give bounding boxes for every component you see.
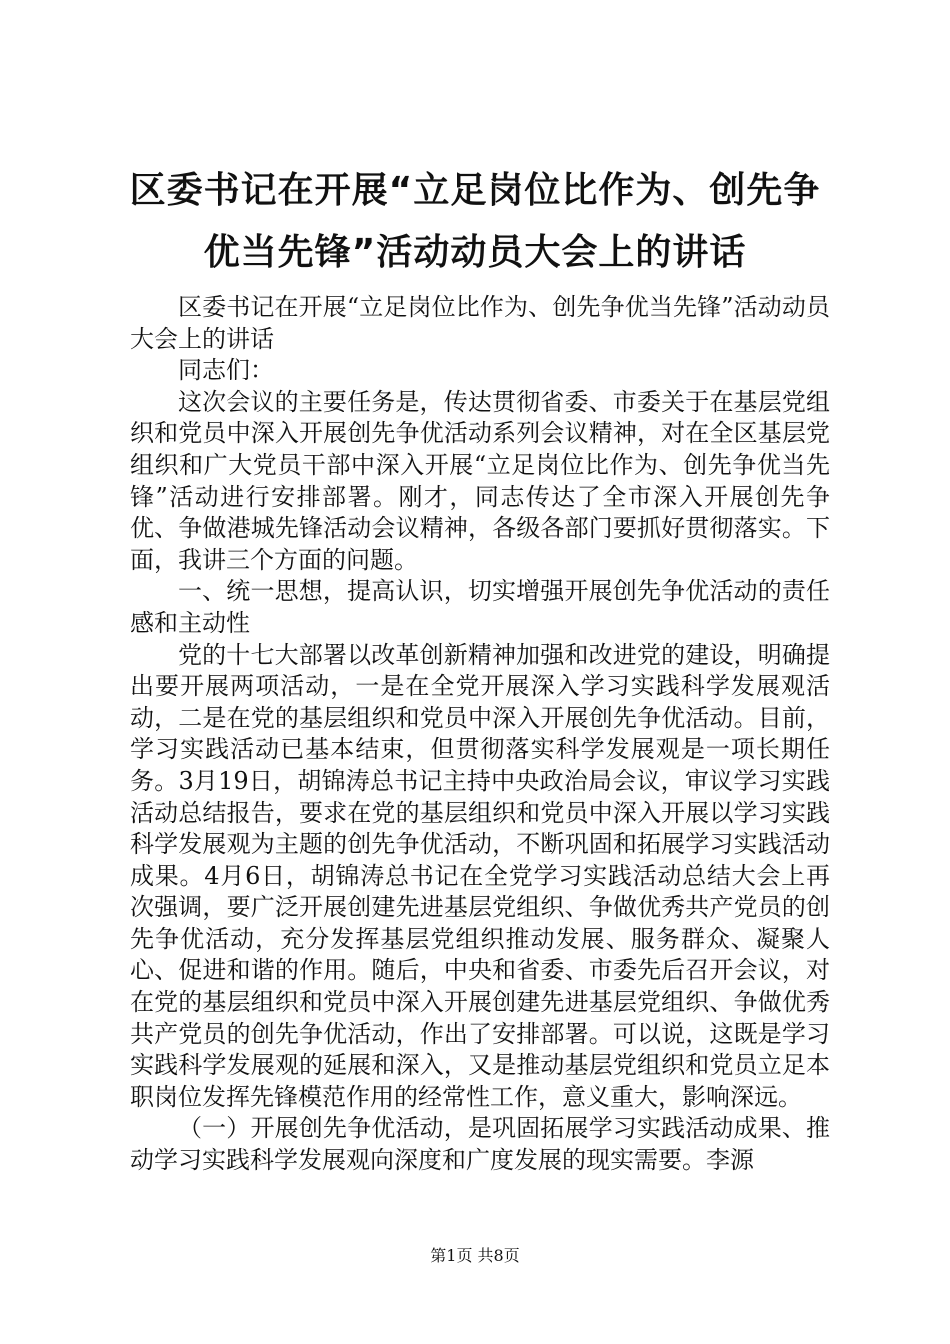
document-title: 区委书记在开展“立足岗位比作为、创先争优当先锋”活动动员大会上的讲话 [129,170,821,273]
body-paragraph: 党的十七大部署以改革创新精神加强和改进党的建设，明确提出要开展两项活动，一是在全党开展深入学习实践科学发展观活动，二是在党的基层组织和党员中深入开展创先争优活动。目前，学习实践活动已基本结束，但贯彻落实科学发展观是一项长期任务。3月19日，胡锦涛总书记主持中央政治局会议，审议学习实践活动总结报告，要求在党的基层组织和党员中深入开展以学习实践科学发展观为主题的创先争优活动，不断巩固和拓展学习实践活动成果。4月6日，胡锦涛总书记在全党学习实践活动总结大会上再次强调，要广泛开展创建先进基层党组织、争做优秀共产党员的创先争优活动，充分发挥基层党组织推动发展、服务群众、凝聚人心、促进和谐的作用。随后，中央和省委、市委先后召开会议，对在党的基层组织和党员中深入开展创建先进基层党组织、争做优秀共产党员的创先争优活动，作出了安排部署。可以说，这既是学习实践科学发展观的延展和深入，又是推动基层党组织和党员立足本职岗位发挥先锋模范作用的经常性工作，意义重大，影响深远。 [130,640,830,1111]
body-paragraph: 这次会议的主要任务是，传达贯彻省委、市委关于在基层党组织和党员中深入开展创先争优活动系列会议精神，对在全区基层党组织和广大党员干部中深入开展“立足岗位比作为、创先争优当先锋”活动进行安排部署。刚才，同志传达了全市深入开展创先争优、争做港城先锋活动会议精神，各级各部门要抓好贯彻落实。下面，我讲三个方面的问题。 [130,387,830,574]
document-body [130,292,830,1177]
body-paragraph: 区委书记在开展“立足岗位比作为、创先争优当先锋”活动动员大会上的讲话 [130,293,830,353]
page-number-footer: 第1页 共8页 [430,1246,520,1265]
section-heading: 一、统一思想，提高认识，切实增强开展创先争优活动的责任感和主动性 [130,577,830,637]
body-paragraph: （一）开展创先争优活动，是巩固拓展学习实践活动成果、推动学习实践科学发展观向深度和广度发展的现实需要。李源 [130,1114,830,1175]
body-paragraph: 同志们： [178,356,274,385]
